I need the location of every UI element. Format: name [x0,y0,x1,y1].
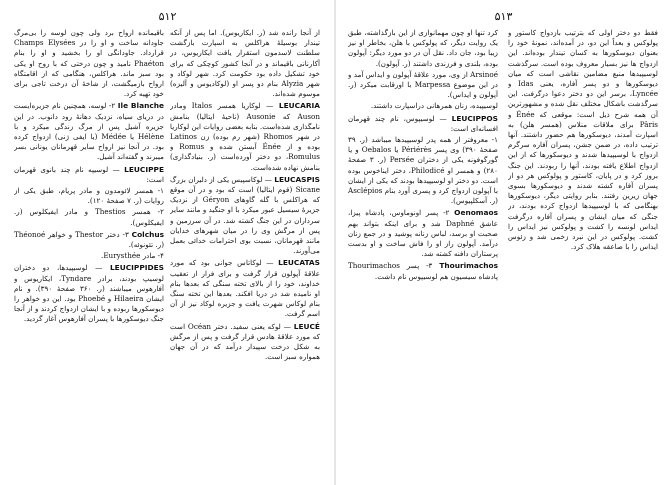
paragraph [348,135,498,206]
text-column [348,28,498,478]
page-number: ۵۱۳ [494,10,513,23]
entry-headword: Oenomaos [454,208,498,218]
entry-headword: LEUCIPPIDES [109,263,164,273]
entry-text: ۲- همسر Thestios و مادر ایفیکلوس (ر. ایفیکلوس). [14,207,164,227]
left-page [0,0,335,485]
entry-text: ۳- پسر Thourimachos پادشاه سیسیون هم لوسیپوس نام داشت. [348,261,498,281]
entry-text: از آنجا رانده شد (ر. ایکاریوس). اما پس از آنکه تیندار بوسیلهٔ هراکلس به اسپارت بازگشت سلطنت لاسدمون استقرار یافت ایکاریوس، در آکارنانی باقیماند و در آنجا کشور کوچکی که برای خود تشکیل داده بود حکومت کرد. شهر لوکاد و شهر Alyzia بنام دو پسر او (لوکادیوس و آلیزه) موسوم شده‌اند. [170,28,320,99]
paragraph [348,70,498,101]
entry-text: — لوکاتاس جوانی بود که مورد علاقهٔ آپولون قرار گرفت و برای فرار از تعقیب خداوند، خود را از بالای تخته سنگی که بعدها بنام او نامیده شد در دریا افکند. بعدها این تخته سنگ بنام لوکاس شهرت یافت و جزیره لوکاد نیز از آن اسم گرفت. [170,258,320,319]
dictionary-entry [348,261,498,281]
entry-text: ۴- مادر Eurysthée. [101,251,164,261]
paragraph [14,251,164,261]
entry-text: ۳- دختر Thestor و خواهر Théonoé (ر. تئونوئه). [14,229,164,250]
entry-text: فقط دو دختر اولی که بترتیب بازدواج کاستور و پولوکس و بعداً این دو، در آمده‌اند، نمونهٔ خود را بعنوان دیوسکورها به کسان تیندار بوده‌اند. این ازدواج ها نیز بسیار معروف بوده است. سرگذشت لوسیپیدها منبع مضامین نقاشی است که میان دیوسکورها و دو پسر آفاره، یعنی Idas و Lyncée، برسر این دو دختر دعوا درگرفت. این سرگذشت باشکال مختلف نقل شده و مشهورترین آن همه شرح ذیل است: موقعی که Énée و Pâris برای ملاقات منلاس (همسر هلن) به اسپارت آمدند، دیوسکورها هم حضور داشتند. آنها ترتیب داده، در ضمن جشن، پسران آفاره سرگرم ازدواج با لوسیپیدها شدند و دیوسکورها که از این ازدواج اطلاع یافته بودند، آنها را ربودند. این جنگ بروز کرد و در پایان، کاستور و پولوکس هر دو از پسران آفاره کشته شدند و دیوسکورها بسوی جهان زیرین رفتند. بنابر روایتی دیگر، دیوسکورها بهنگامی که با لوسیپیدها ازدواج کرده بودند، در جنگی که میان ایشان و پسران آفاره درگرفت ایداس لونسه را کشت و پولوکس نیز ایداس را کشت. پولوکس در این نبرد زخمی شد و زئوس ایداس را با صاعقه هلاک کرد. [508,28,658,252]
entry-text: — لوسیپه نام چند بانوی قهرمان است: [14,164,164,184]
entry-headword: LEUCÉ [293,321,320,331]
dictionary-entry [14,101,164,162]
entry-headword: LEUCIPPE [124,164,164,174]
entry-text: — لوکه یعنی سفید. دختر Océan است که مورد علاقهٔ هادس قرار گرفت و پس از مرگش به شکل درخت سپیدار درآمد که در آن جهان همواره سبز است. [170,321,320,362]
entry-text: Arsinoé از وی، مورد علاقهٔ آپولون و ایداس آمد و در این موضوع Marpessa با اورقابت میکرد (ر. آپولون و ایداس). [348,69,498,100]
text-column [508,28,658,478]
entry-text: — لوکاریا همسر Italos ومادر Auson که Ausonie (ناحیهٔ ایتالیا) بنامش نامگذاری شده‌است. بنابه بعضی روایات این لوکاریا در شهر Rhomos (شهر رم بوده) زن Latinos بوده و از Énée آبستن شده و Romus و Romulus، دو دختر آورده‌است (ر. بنیادگذاری) بنامش نهاده شده‌است. [170,101,320,172]
entry-headword: Thourimachos [439,261,498,271]
dictionary-entry [14,230,164,250]
dictionary-entry [14,263,164,324]
text-column [14,28,164,478]
dictionary-entry [170,322,320,363]
entry-headword: LEUCATAS [278,258,320,268]
paragraph [170,28,320,99]
entry-text: کرد تنها او چون مهمانوازی از این بازگذاشته، طبق یک روایت دیگر، که پولوکس با هلن، بخاطر او نیز زیبا بود، جان داد. نقل آن در دو مورد دیگر: آپولون بوده، بلندی و فرزندی داشتند (ر. آپولون). [348,28,498,68]
entry-text: — لوسیپوس، نام چند قهرمان افسانه‌ای است: [348,113,498,133]
dictionary-entry [170,175,320,257]
dictionary-entry [170,101,320,172]
entry-text: باقیمانده ارواح برد ولی چون لوسه را بی‌مرگ جاودانه ساخت و او را در Champs Elysées قرارداد. جاودانگی او را بخشید و او را بنام Phaéton نامید و چون درختی که با روح او یکی بود سبز ماند. هراکلس، هنگامی که از اقامتگاه ارواح بازمیگشت، از شاخهٔ آن درخت تاجی برای خود تهیه کرد. [14,28,164,99]
paragraph [348,101,498,111]
entry-text: — لوکاسپیس یکی از دلیران بزرگ Sicane (قوم ایتالیا) است که بود و در آن موقع که هراکلس با گله گاوهای Géryon از نزدیک جزیرهٔ سیسیل عبور میکرد با او جنگید و مانند سایر سرداران در این جنگ کشته شد. در آن سرزمین و پس از مرگش وی را در میان شهرهای خدایان مانند قهرمانان، نسبت بوی احترامات خدائی بعمل می‌آورند. [170,174,320,256]
text-column [170,28,320,478]
entry-text: ۲- لوسه، همچنین نام جزیره‌ایست در دریای سیاه، نزدیک دهانهٔ رود دانوب. در این جزیره آشیل پس از مرگ زندگی میکرد و با Hélène یا Médée (یا ایفی ژنی) ازدواج کرده بود. در آنجا نیز ارواح سایر قهرمانان یونانی بسر میبرند و گفته‌اند آشیل. [14,101,164,162]
paragraph [348,28,498,69]
right-page [336,0,671,485]
entry-text: ۱- همسر لائومدون و مادر پریام، طبق یکی از روایات (ر. ۷ صفحهٔ ۱۲۰). [14,186,164,206]
paragraph [14,207,164,227]
entry-text: — لوسیپیدها، دو دختران لوسیپ بودند، برادر Tyndare، ایکاریوس و آفارهوس میباشند (ر. ۳۶۰ صفحهٔ ۳۹۰). و نام ایشان Hilaeira و Phoebé بود. این دو خواهر را دیوسکورها ربوده و با ایشان ازدواج کردند و از آنجا جنگ دیوسکورها با پسران آفارهوس آغاز گردید. [14,263,164,324]
dictionary-entry [170,258,320,319]
entry-text: ۱- معروفتر از همه پدر لوسیپیدها میباشد (ر. ۳۹ صفحهٔ ۳۹۰) وی پسر Périérès یا Oebalos و یا گورگوفونه یکی از دختران Persée (ر. ۳ صفحهٔ ۲۸۰) و همسر او Philodicé، دختر ایناخوس بوده است. دو دختر او لوسیپیدها بودند که یکی از ایشان با آپولون ازدواج کرد و پسری آورد بنام Asclépios (ر. آسکلپیوس). [348,135,498,206]
entry-headword: LEUCARIA [278,101,320,111]
dictionary-entry [14,165,164,185]
paragraph [14,186,164,206]
entry-headword: Colchus [131,229,164,239]
entry-headword: LEUCASPIS [274,174,320,184]
entry-text: لوسیپیده، زنان همرهانی دراسپارت داشتند. [370,101,498,111]
page-number: ۵۱۲ [158,10,177,23]
dictionary-entry [348,208,498,259]
dictionary-entry [348,114,498,134]
entry-text: ۲- پسر اونوماوس، پادشاه پیزا، عاشق Daphné شد و برای اینکه بتواند بهم صحبت او برسد، لباس زنانه پوشید و در جمع زنان درآمد. آپولون راز او را فاش ساخت و او بدست پرستاران دافنه کشته شد. [348,208,498,259]
entry-headword: Ile Blanche [117,101,164,111]
entry-headword: LEUCIPPOS [451,113,498,123]
paragraph [508,28,658,252]
paragraph [14,28,164,99]
